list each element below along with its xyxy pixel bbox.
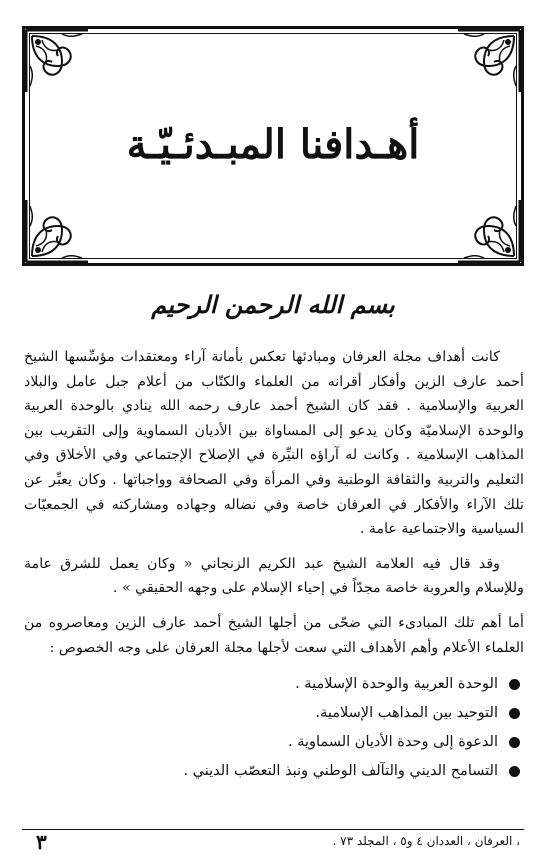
list-item-text: التوحيد بين المذاهب الإسلامية. <box>315 705 498 722</box>
paragraph-principles: أما أهم تلك المبادىء التي ضحّى من أجلها الشيخ أحمد عارف الزين ومعاصروه من العلماء الأعلام وأهم الأهداف التي سعت لأجلها مجلة العرفان على وجه الخصوص : <box>24 614 524 656</box>
corner-ornament-icon <box>22 196 92 266</box>
running-footer: ، العرفان ، العددان ٤ و٥ ، المجلد ٧٣ . <box>332 834 520 848</box>
list-item <box>24 699 498 728</box>
article-body <box>24 345 524 786</box>
corner-ornament-icon <box>454 196 524 266</box>
corner-ornament-icon <box>22 26 92 96</box>
corner-ornament-icon <box>454 26 524 96</box>
bullet-icon <box>509 737 520 748</box>
basmala-heading: بسم الله الرحمن الرحيم <box>151 290 395 319</box>
bullet-icon <box>509 679 520 690</box>
title-frame <box>22 26 524 266</box>
page-number: ٣ <box>36 830 47 854</box>
list-item-text: الدعوة إلى وحدة الأديان السماوية . <box>287 734 498 751</box>
bullet-icon <box>509 708 520 719</box>
list-item-text: الوحدة العربية والوحدة الإسلامية . <box>295 676 498 693</box>
principles-list <box>24 670 524 786</box>
bullet-icon <box>509 766 520 777</box>
list-item <box>24 670 498 699</box>
paragraph-intro: كانت أهداف مجلة العرفان ومبادئها تعكس بأمانة آراء ومعتقدات مؤسِّسها الشيخ أحمد عارف الزين وأفكار أقرانه من العلماء والكتّاب من أعلام جبل عامل والبلاد العربية والإسلامية . فقد كان الشيخ أحمد عارف رحمه الله ينادي بالوحدة العربية والوحدة الإسلاميّة وكان يدعو إلى المساواة بين الأديان السماوية وإلى التقريب بين المذاهب الإسلامية . وكانت له آراؤه النيِّرة في الإصلاح الإجتماعي وفي الأخلاق وفي التعليم والتربية والثقافة الوطنية وفي المرأة وفي الصحافة وواجباتها . وكان يعبِّر عن تلك الآراء والأفكار في العرفان خاصة وفي نضاله وجهاده ومشاركته في الجمعيّات السياسية والاجتماعية عامة . <box>24 349 524 538</box>
list-item-text: التسامح الديني والتآلف الوطني ونبذ التعصّب الديني . <box>183 763 498 780</box>
paragraph-quote: وقد قال فيه العلامة الشيخ عبد الكريم الزنجاني « وكان يعمل للشرق عامة وللإسلام والعروبة خاصة مجدّاً في إحياء الإسلام على وجهه الحقيقي » . <box>24 555 524 597</box>
list-item <box>24 757 498 786</box>
page-title: أهـدافنا المبـدئـيّـة <box>126 121 420 168</box>
list-item <box>24 728 498 757</box>
footer-divider <box>22 829 524 830</box>
